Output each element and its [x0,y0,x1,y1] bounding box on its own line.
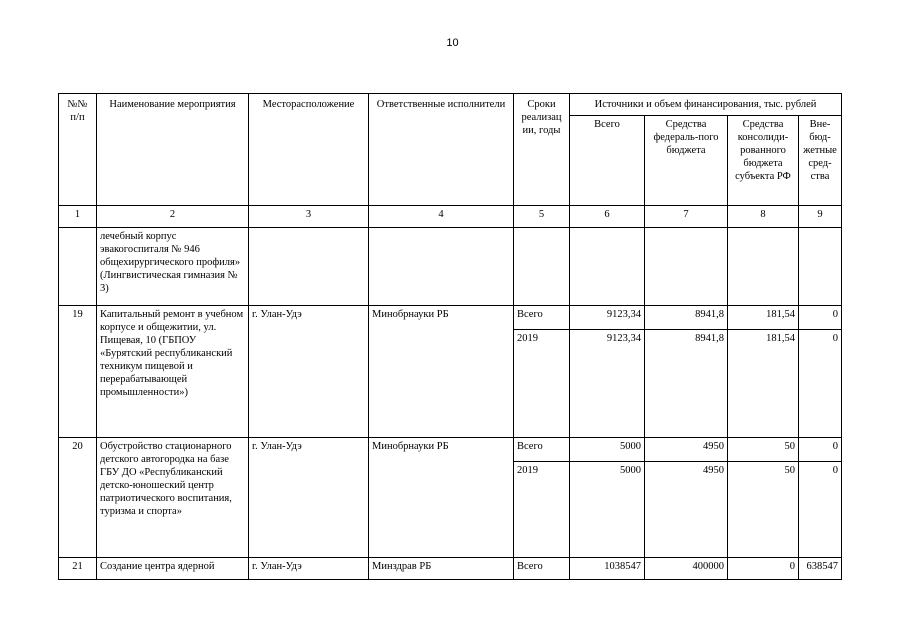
cell-term: Всего [514,558,570,580]
cell-consolidated: 181,54 [728,306,799,330]
cell-empty [728,228,799,306]
cell-name: Капитальный ремонт в учебном корпусе и общежитии, ул. Пищевая, 10 (ГБПОУ «Бурятский республиканский техникум пищевой и перерабатывающей промышленности») [97,306,249,438]
header-num: №№ п/п [59,94,97,206]
cell-empty [645,228,728,306]
header-sources: Источники и объем финансирования, тыс. рублей [570,94,842,116]
cell-term: Всего [514,438,570,462]
cell-total: 5000 [570,462,645,558]
cell-extra: 0 [799,306,842,330]
cell-total: 5000 [570,438,645,462]
cell-empty [514,228,570,306]
cell-total: 1038547 [570,558,645,580]
cell-location: г. Улан-Удэ [249,558,369,580]
cell-name: Обустройство стационарного детского автогородка на базе ГБУ ДО «Республиканский детско-юношеский центр патриотического воспитания, туризма и спорта» [97,438,249,558]
table-row [59,228,842,306]
cell-extra: 0 [799,462,842,558]
table-row [59,438,842,462]
col-number: 5 [514,206,570,228]
cell-extra: 0 [799,438,842,462]
page-number: 10 [446,37,459,49]
col-number: 4 [369,206,514,228]
table-row [59,558,842,580]
cell-location: г. Улан-Удэ [249,306,369,438]
cell-extra: 638547 [799,558,842,580]
cell-total: 9123,34 [570,330,645,438]
cell-responsible: Минобрнауки РБ [369,306,514,438]
cell-federal: 8941,8 [645,330,728,438]
cell-responsible: Минобрнауки РБ [369,438,514,558]
cell-num: 21 [59,558,97,580]
cell-empty [570,228,645,306]
header-location: Месторасположение [249,94,369,206]
header-terms: Сроки реализац ии, годы [514,94,570,206]
cell-name: Создание центра ядерной [97,558,249,580]
header-responsible: Ответственные исполнители [369,94,514,206]
financing-table [58,93,842,580]
col-number: 9 [799,206,842,228]
cell-num: 19 [59,306,97,438]
cell-empty [249,228,369,306]
cell-consolidated: 0 [728,558,799,580]
cell-consolidated: 50 [728,462,799,558]
cell-total: 9123,34 [570,306,645,330]
cell-consolidated: 181,54 [728,330,799,438]
cell-term: 2019 [514,330,570,438]
cell-empty [59,228,97,306]
header-federal: Средства федераль-пого бюджета [645,116,728,206]
cell-responsible: Минздрав РБ [369,558,514,580]
col-number: 1 [59,206,97,228]
col-number: 6 [570,206,645,228]
cell-federal: 8941,8 [645,306,728,330]
col-number: 8 [728,206,799,228]
header-total: Всего [570,116,645,206]
cell-term: Всего [514,306,570,330]
cell-term: 2019 [514,462,570,558]
col-number: 7 [645,206,728,228]
cell-extra: 0 [799,330,842,438]
cell-location: г. Улан-Удэ [249,438,369,558]
header-consolidated: Средства консолиди-рованного бюджета субъекта РФ [728,116,799,206]
col-number: 3 [249,206,369,228]
cell-consolidated: 50 [728,438,799,462]
cell-name: лечебный корпус эвакогоспиталя № 946 общехирургического профиля» (Лингвистическая гимназия № 3) [97,228,249,306]
cell-federal: 4950 [645,438,728,462]
header-extra: Вне-бюд-жетные сред-ства [799,116,842,206]
cell-empty [369,228,514,306]
cell-federal: 4950 [645,462,728,558]
cell-empty [799,228,842,306]
table-row [59,306,842,330]
col-number: 2 [97,206,249,228]
cell-num: 20 [59,438,97,558]
cell-federal: 400000 [645,558,728,580]
header-name: Наименование мероприятия [97,94,249,206]
